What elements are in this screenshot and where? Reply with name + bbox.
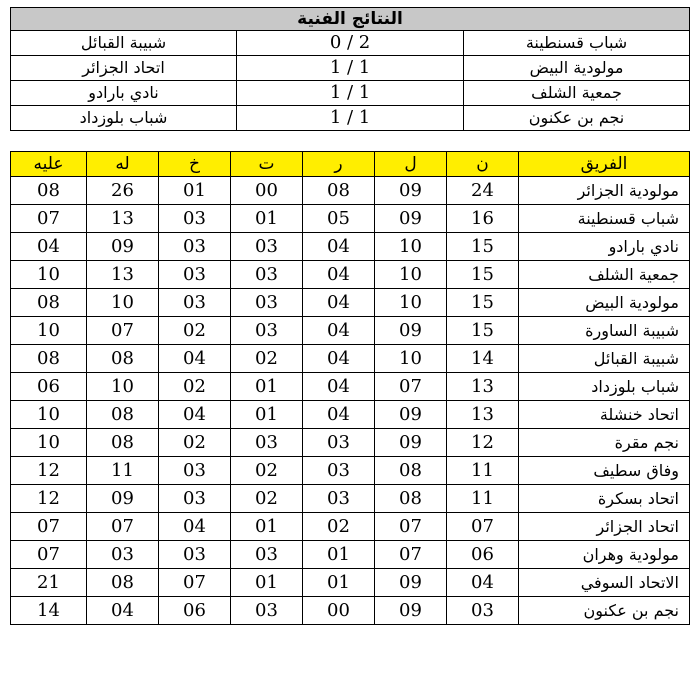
results-title-row [11, 8, 690, 31]
team-name-cell: مولودية الجزائر [519, 177, 690, 205]
points-cell: 16 [447, 205, 519, 233]
table-row [11, 289, 690, 317]
lost-cell: 04 [159, 401, 231, 429]
match-away-team: شباب بلوزداد [11, 106, 237, 131]
table-row [11, 233, 690, 261]
played-cell: 10 [375, 345, 447, 373]
goals-against-cell: 10 [11, 261, 87, 289]
match-row [11, 31, 690, 56]
goals-against-cell: 14 [11, 597, 87, 625]
goals-for-cell: 13 [87, 261, 159, 289]
team-name-cell: جمعية الشلف [519, 261, 690, 289]
played-cell: 09 [375, 597, 447, 625]
header-played: ل [375, 152, 447, 177]
drawn-cell: 01 [231, 373, 303, 401]
points-cell: 11 [447, 457, 519, 485]
played-cell: 07 [375, 373, 447, 401]
team-name-cell: نادي بارادو [519, 233, 690, 261]
goals-for-cell: 08 [87, 569, 159, 597]
played-cell: 07 [375, 541, 447, 569]
standings-table [10, 151, 690, 625]
team-name-cell: نجم بن عكنون [519, 597, 690, 625]
team-name-cell: شباب قسنطينة [519, 205, 690, 233]
drawn-cell: 03 [231, 429, 303, 457]
standings-header-row [11, 152, 690, 177]
lost-cell: 01 [159, 177, 231, 205]
match-row [11, 81, 690, 106]
points-cell: 11 [447, 485, 519, 513]
match-away-team: اتحاد الجزائر [11, 56, 237, 81]
played-cell: 08 [375, 457, 447, 485]
drawn-cell: 03 [231, 289, 303, 317]
lost-cell: 03 [159, 541, 231, 569]
table-row [11, 541, 690, 569]
won-cell: 04 [303, 233, 375, 261]
match-home-team: شباب قسنطينة [464, 31, 690, 56]
goals-against-cell: 10 [11, 317, 87, 345]
drawn-cell: 01 [231, 401, 303, 429]
table-row [11, 429, 690, 457]
goals-against-cell: 08 [11, 345, 87, 373]
header-points: ن [447, 152, 519, 177]
won-cell: 04 [303, 345, 375, 373]
table-row [11, 597, 690, 625]
won-cell: 04 [303, 289, 375, 317]
lost-cell: 03 [159, 261, 231, 289]
lost-cell: 03 [159, 233, 231, 261]
points-cell: 03 [447, 597, 519, 625]
points-cell: 06 [447, 541, 519, 569]
lost-cell: 02 [159, 373, 231, 401]
points-cell: 15 [447, 317, 519, 345]
table-row [11, 345, 690, 373]
drawn-cell: 01 [231, 513, 303, 541]
table-row [11, 401, 690, 429]
drawn-cell: 02 [231, 345, 303, 373]
team-name-cell: اتحاد بسكرة [519, 485, 690, 513]
header-goals-for: له [87, 152, 159, 177]
lost-cell: 03 [159, 457, 231, 485]
team-name-cell: الاتحاد السوفي [519, 569, 690, 597]
goals-for-cell: 13 [87, 205, 159, 233]
table-row [11, 177, 690, 205]
team-name-cell: مولودية وهران [519, 541, 690, 569]
played-cell: 09 [375, 177, 447, 205]
match-score: 1 / 1 [237, 56, 464, 81]
won-cell: 00 [303, 597, 375, 625]
played-cell: 09 [375, 317, 447, 345]
won-cell: 01 [303, 569, 375, 597]
points-cell: 15 [447, 289, 519, 317]
goals-against-cell: 08 [11, 289, 87, 317]
goals-against-cell: 10 [11, 401, 87, 429]
won-cell: 03 [303, 457, 375, 485]
won-cell: 01 [303, 541, 375, 569]
lost-cell: 04 [159, 345, 231, 373]
goals-against-cell: 12 [11, 457, 87, 485]
played-cell: 09 [375, 429, 447, 457]
lost-cell: 03 [159, 485, 231, 513]
header-won: ر [303, 152, 375, 177]
won-cell: 04 [303, 373, 375, 401]
lost-cell: 02 [159, 317, 231, 345]
header-team: الفريق [519, 152, 690, 177]
match-away-team: شبيبة القبائل [11, 31, 237, 56]
won-cell: 05 [303, 205, 375, 233]
team-name-cell: شباب بلوزداد [519, 373, 690, 401]
table-row [11, 373, 690, 401]
won-cell: 04 [303, 401, 375, 429]
drawn-cell: 03 [231, 261, 303, 289]
goals-against-cell: 21 [11, 569, 87, 597]
goals-for-cell: 26 [87, 177, 159, 205]
goals-for-cell: 07 [87, 513, 159, 541]
results-title: النتائج الفنية [11, 8, 690, 31]
drawn-cell: 01 [231, 569, 303, 597]
lost-cell: 04 [159, 513, 231, 541]
goals-against-cell: 10 [11, 429, 87, 457]
team-name-cell: شبيبة القبائل [519, 345, 690, 373]
table-row [11, 457, 690, 485]
results-table [10, 7, 690, 131]
goals-for-cell: 08 [87, 401, 159, 429]
header-drawn: ت [231, 152, 303, 177]
played-cell: 10 [375, 289, 447, 317]
table-row [11, 569, 690, 597]
table-row [11, 513, 690, 541]
match-home-team: جمعية الشلف [464, 81, 690, 106]
played-cell: 10 [375, 261, 447, 289]
points-cell: 14 [447, 345, 519, 373]
won-cell: 03 [303, 485, 375, 513]
goals-against-cell: 06 [11, 373, 87, 401]
goals-for-cell: 10 [87, 373, 159, 401]
points-cell: 07 [447, 513, 519, 541]
drawn-cell: 03 [231, 317, 303, 345]
goals-for-cell: 09 [87, 485, 159, 513]
won-cell: 04 [303, 261, 375, 289]
goals-for-cell: 09 [87, 233, 159, 261]
drawn-cell: 03 [231, 541, 303, 569]
team-name-cell: اتحاد خنشلة [519, 401, 690, 429]
goals-for-cell: 04 [87, 597, 159, 625]
header-lost: خ [159, 152, 231, 177]
drawn-cell: 03 [231, 597, 303, 625]
won-cell: 02 [303, 513, 375, 541]
goals-for-cell: 11 [87, 457, 159, 485]
played-cell: 09 [375, 569, 447, 597]
points-cell: 12 [447, 429, 519, 457]
goals-for-cell: 10 [87, 289, 159, 317]
goals-against-cell: 12 [11, 485, 87, 513]
lost-cell: 06 [159, 597, 231, 625]
won-cell: 04 [303, 317, 375, 345]
table-row [11, 317, 690, 345]
match-away-team: نادي بارادو [11, 81, 237, 106]
points-cell: 04 [447, 569, 519, 597]
goals-against-cell: 08 [11, 177, 87, 205]
team-name-cell: نجم مقرة [519, 429, 690, 457]
table-row [11, 485, 690, 513]
match-home-team: مولودية البيض [464, 56, 690, 81]
match-row [11, 56, 690, 81]
drawn-cell: 02 [231, 485, 303, 513]
match-score: 1 / 1 [237, 81, 464, 106]
table-row [11, 205, 690, 233]
goals-for-cell: 07 [87, 317, 159, 345]
goals-for-cell: 03 [87, 541, 159, 569]
points-cell: 13 [447, 401, 519, 429]
played-cell: 10 [375, 233, 447, 261]
goals-against-cell: 07 [11, 513, 87, 541]
points-cell: 24 [447, 177, 519, 205]
header-goals-against: عليه [11, 152, 87, 177]
played-cell: 08 [375, 485, 447, 513]
match-home-team: نجم بن عكنون [464, 106, 690, 131]
drawn-cell: 00 [231, 177, 303, 205]
team-name-cell: وفاق سطيف [519, 457, 690, 485]
points-cell: 15 [447, 261, 519, 289]
won-cell: 03 [303, 429, 375, 457]
match-score: 1 / 1 [237, 106, 464, 131]
drawn-cell: 03 [231, 233, 303, 261]
played-cell: 07 [375, 513, 447, 541]
goals-for-cell: 08 [87, 429, 159, 457]
played-cell: 09 [375, 401, 447, 429]
match-score: 0 / 2 [237, 31, 464, 56]
points-cell: 13 [447, 373, 519, 401]
goals-for-cell: 08 [87, 345, 159, 373]
goals-against-cell: 07 [11, 205, 87, 233]
won-cell: 08 [303, 177, 375, 205]
team-name-cell: اتحاد الجزائر [519, 513, 690, 541]
goals-against-cell: 04 [11, 233, 87, 261]
match-row [11, 106, 690, 131]
table-row [11, 261, 690, 289]
lost-cell: 02 [159, 429, 231, 457]
team-name-cell: مولودية البيض [519, 289, 690, 317]
lost-cell: 07 [159, 569, 231, 597]
lost-cell: 03 [159, 289, 231, 317]
drawn-cell: 02 [231, 457, 303, 485]
team-name-cell: شبيبة الساورة [519, 317, 690, 345]
played-cell: 09 [375, 205, 447, 233]
points-cell: 15 [447, 233, 519, 261]
drawn-cell: 01 [231, 205, 303, 233]
lost-cell: 03 [159, 205, 231, 233]
goals-against-cell: 07 [11, 541, 87, 569]
